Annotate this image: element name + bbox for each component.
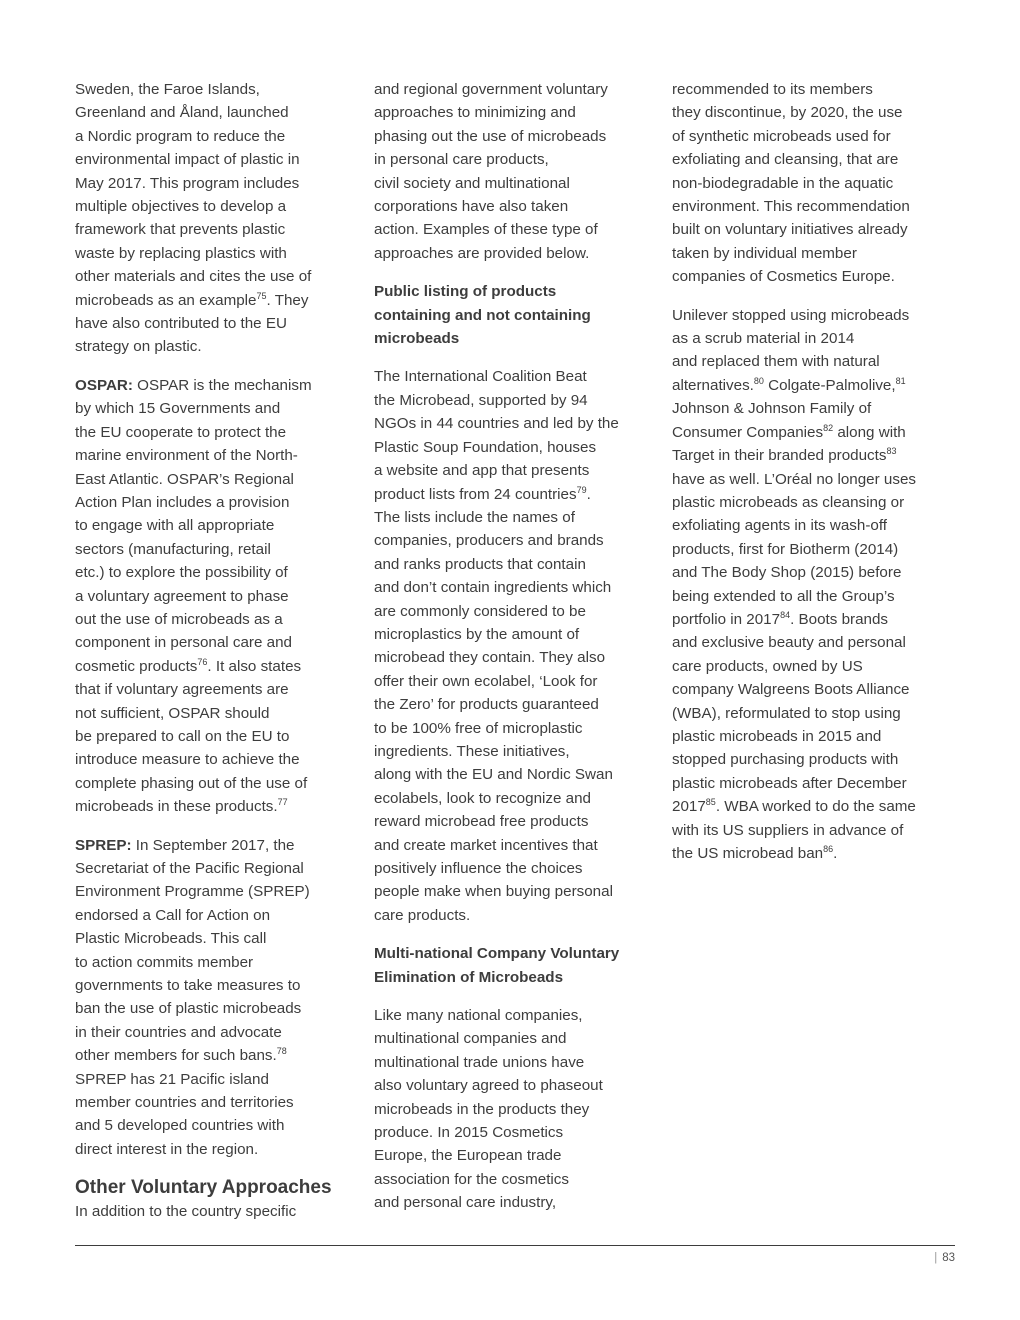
text-run: framework that prevents plastic (75, 221, 286, 239)
text-line (374, 740, 642, 763)
text-run: to be 100% free of microplastic (374, 719, 583, 737)
text-run: May 2017. This program includes (75, 174, 300, 192)
text-line (75, 1044, 343, 1067)
footnote-ref: 83 (886, 446, 897, 457)
text-line (672, 242, 942, 265)
text-line (374, 483, 642, 506)
text-line (672, 748, 942, 771)
text-line (672, 561, 942, 584)
text-line (374, 389, 642, 412)
text-line (672, 725, 942, 748)
text-run: . Boots brands (790, 610, 889, 628)
text-run: being extended to all the Group’s (672, 587, 895, 605)
text-line (75, 538, 343, 561)
footer-divider (75, 1245, 955, 1246)
text-run: complete phasing out of the use of (75, 774, 308, 792)
text-run: NGOs in 44 countries and led by the (374, 415, 619, 433)
text-run: multinational companies and (374, 1030, 567, 1048)
text-line (374, 1074, 642, 1097)
text-run: other materials and cites the use of (75, 268, 312, 286)
footnote-ref: 86 (823, 844, 834, 854)
text-run: association for the cosmetics (374, 1170, 569, 1188)
text-line (75, 242, 343, 265)
text-line (75, 289, 343, 312)
paragraph (75, 1176, 343, 1223)
footer-separator: | (934, 1252, 938, 1264)
text-run: Colgate-Palmolive, (763, 376, 896, 394)
text-line (75, 397, 343, 420)
text-run: ecolabels, look to recognize and (374, 789, 591, 807)
text-run: companies of Cosmetics Europe. (672, 268, 895, 286)
text-run: Environment Programme (SPREP) (75, 883, 310, 901)
text-line (374, 1144, 642, 1167)
text-run: Plastic Microbeads. This call (75, 930, 267, 948)
text-run: care products. (374, 906, 471, 924)
text-line (672, 468, 942, 491)
text-run: company Walgreens Boots Alliance (672, 681, 910, 699)
text-line (75, 78, 343, 101)
text-line (75, 195, 343, 218)
text-line (672, 374, 942, 397)
text-run: other members for such bans. (75, 1047, 277, 1065)
text-line (75, 997, 343, 1020)
footnote-ref: 78 (276, 1046, 287, 1057)
text-line (75, 1138, 343, 1161)
text-line (374, 810, 642, 833)
paragraph (75, 374, 343, 819)
text-line (672, 101, 942, 124)
text-run: care products, owned by US (672, 657, 863, 675)
text-run: waste by replacing plastics with (75, 244, 287, 262)
text-line (374, 506, 642, 529)
text-line (672, 655, 942, 678)
text-run: (WBA), reformulated to stop using (672, 704, 901, 722)
text-line (672, 538, 942, 561)
text-run: Unilever stopped using microbeads (672, 306, 910, 324)
text-run: ingredients. These initiatives, (374, 742, 570, 760)
text-line (374, 1121, 642, 1144)
text-run: to action commits member (75, 953, 254, 971)
text-line (672, 125, 942, 148)
text-line (374, 1051, 642, 1074)
text-line (672, 327, 942, 350)
text-line (75, 421, 343, 444)
text-line (374, 280, 642, 303)
text-run: of synthetic microbeads used for (672, 127, 891, 145)
text-line (75, 265, 343, 288)
text-line (374, 78, 642, 101)
text-run: OSPAR is the mechanism (132, 376, 312, 394)
text-run: have also contributed to the EU (75, 315, 287, 333)
text-line (374, 148, 642, 171)
footnote-ref: 85 (705, 797, 716, 808)
text-column-3 (672, 78, 942, 880)
text-line (374, 880, 642, 903)
text-line (672, 421, 942, 444)
text-line (672, 702, 942, 725)
text-line (75, 561, 343, 584)
text-run: have as well. L’Oréal no longer uses (672, 470, 916, 488)
text-line (672, 304, 942, 327)
text-line (75, 125, 343, 148)
text-line (374, 834, 642, 857)
text-run: people make when buying personal (374, 883, 613, 901)
text-line (75, 974, 343, 997)
text-run: microbeads in these products. (75, 798, 278, 816)
text-line (374, 172, 642, 195)
text-line (374, 125, 642, 148)
text-run: civil society and multinational (374, 174, 570, 192)
run-in-label: SPREP: (75, 836, 132, 854)
text-line (374, 242, 642, 265)
text-run: East Atlantic. OSPAR’s Regional (75, 470, 294, 488)
text-line (672, 265, 942, 288)
text-run: microbead they contain. They also (374, 649, 606, 667)
paragraph (75, 834, 343, 1162)
text-run: . (833, 845, 838, 862)
text-run: along with the EU and Nordic Swan (374, 766, 613, 784)
text-line (374, 576, 642, 599)
text-line (75, 218, 343, 241)
text-line (75, 655, 343, 678)
text-run: strategy on plastic. (75, 338, 202, 356)
text-run: plastic microbeads after December (672, 774, 907, 792)
text-line (75, 1200, 343, 1223)
text-run: Action Plan includes a provision (75, 493, 290, 511)
text-line (75, 1021, 343, 1044)
text-run: The International Coalition Beat (374, 368, 587, 386)
text-run: the US microbead ban (672, 845, 824, 862)
text-run: microbeads as an example (75, 291, 257, 309)
text-run: Greenland and Åland, launched (75, 104, 289, 122)
text-run: and regional government voluntary (374, 81, 608, 98)
text-line (75, 904, 343, 927)
text-run: a Nordic program to reduce the (75, 127, 286, 145)
text-line (374, 195, 642, 218)
text-line (374, 1098, 642, 1121)
page-footer (934, 1252, 955, 1264)
text-line (672, 218, 942, 241)
text-run: reward microbead free products (374, 813, 589, 831)
text-line (75, 172, 343, 195)
text-run: 2017 (672, 798, 706, 816)
text-run: component in personal care and (75, 634, 292, 652)
text-line (75, 374, 343, 397)
text-run: alternatives. (672, 376, 754, 394)
text-line (374, 966, 642, 989)
text-run: non-biodegradable in the aquatic (672, 174, 894, 192)
text-run: The lists include the names of (374, 508, 575, 526)
text-line (672, 514, 942, 537)
text-run: produce. In 2015 Cosmetics (374, 1124, 564, 1142)
text-run: and personal care industry, (374, 1194, 557, 1212)
text-run: ban the use of plastic microbeads (75, 1000, 302, 1018)
text-line (75, 101, 343, 124)
text-run: taken by individual member (672, 244, 857, 262)
text-run: be prepared to call on the EU to (75, 727, 290, 745)
text-run: plastic microbeads in 2015 and (672, 727, 882, 745)
text-line (75, 1114, 343, 1137)
footnote-ref: 84 (780, 609, 791, 620)
text-column-1 (75, 78, 343, 1224)
text-run: Like many national companies, (374, 1007, 583, 1025)
text-line (75, 678, 343, 701)
text-line (672, 195, 942, 218)
text-run: Multi-national Company Voluntary (374, 945, 620, 963)
text-run: microplastics by the amount of (374, 625, 580, 643)
run-in-label: OSPAR: (75, 376, 133, 394)
text-run: and replaced them with natural (672, 353, 880, 371)
text-line (75, 585, 343, 608)
text-line (374, 553, 642, 576)
text-line (75, 468, 343, 491)
text-line (374, 623, 642, 646)
text-line (374, 693, 642, 716)
text-run: member countries and territories (75, 1094, 294, 1112)
text-line (374, 763, 642, 786)
text-run: . (586, 485, 591, 503)
text-line (75, 702, 343, 725)
text-line (75, 444, 343, 467)
text-run: and 5 developed countries with (75, 1117, 285, 1135)
text-run: SPREP has 21 Pacific island (75, 1070, 269, 1088)
text-column-2 (374, 78, 642, 1230)
text-line (672, 795, 942, 818)
text-line (672, 148, 942, 171)
paragraph (672, 78, 942, 289)
footnote-ref: 82 (823, 422, 834, 433)
text-line (75, 148, 343, 171)
footnote-ref: 79 (576, 484, 587, 495)
text-run: . They (266, 291, 309, 309)
text-run: portfolio in 2017 (672, 610, 781, 628)
text-line (672, 78, 942, 101)
text-line (374, 857, 642, 880)
text-line (374, 670, 642, 693)
text-line (75, 880, 343, 903)
text-line (672, 631, 942, 654)
text-line (75, 312, 343, 335)
text-run: to engage with all appropriate (75, 517, 275, 535)
text-line (374, 101, 642, 124)
text-run: with its US suppliers in advance of (672, 821, 904, 839)
text-run: products, first for Biotherm (2014) (672, 540, 899, 558)
text-run: by which 15 Governments and (75, 400, 281, 418)
text-line (672, 772, 942, 795)
text-run: governments to take measures to (75, 977, 301, 995)
text-line (672, 678, 942, 701)
text-run: and exclusive beauty and personal (672, 634, 906, 652)
text-line (75, 1068, 343, 1091)
paragraph (374, 1004, 642, 1215)
text-line (374, 365, 642, 388)
text-line (672, 819, 942, 842)
text-line (374, 904, 642, 927)
text-line (374, 942, 642, 965)
text-run: Plastic Soup Foundation, houses (374, 438, 597, 456)
text-line (672, 608, 942, 631)
text-line (672, 444, 942, 467)
text-run: . It also states (207, 657, 302, 675)
text-run: the EU cooperate to protect the (75, 423, 287, 441)
footnote-ref: 75 (256, 290, 267, 301)
text-run: microbeads (374, 330, 460, 348)
text-run: not sufficient, OSPAR should (75, 704, 270, 722)
text-run: Target in their branded products (672, 447, 887, 465)
text-line (672, 842, 942, 865)
text-run: are commonly considered to be (374, 602, 586, 620)
text-run: plastic microbeads as cleansing or (672, 493, 905, 511)
paragraph (75, 78, 343, 359)
text-run: offer their own ecolabel, ‘Look for (374, 672, 598, 690)
text-run: they discontinue, by 2020, the use (672, 104, 903, 122)
text-line (672, 172, 942, 195)
text-run: sectors (manufacturing, retail (75, 540, 271, 558)
text-run: stopped purchasing products with (672, 751, 899, 769)
text-run: . WBA worked to do the same (715, 798, 916, 816)
text-line (374, 436, 642, 459)
text-run: positively influence the choices (374, 860, 583, 877)
text-run: also voluntary agreed to phaseout (374, 1077, 603, 1095)
text-run: that if voluntary agreements are (75, 681, 289, 699)
paragraph (374, 365, 642, 927)
text-run: multinational trade unions have (374, 1053, 585, 1071)
text-run: containing and not containing (374, 306, 591, 324)
text-run: and create market incentives that (374, 836, 598, 854)
text-line (672, 491, 942, 514)
text-line (75, 795, 343, 818)
text-run: phasing out the use of microbeads (374, 127, 607, 145)
text-line (75, 1091, 343, 1114)
text-run: companies, producers and brands (374, 532, 604, 550)
text-line (374, 459, 642, 482)
text-run: in personal care products, (374, 151, 549, 169)
text-line (374, 1168, 642, 1191)
subheading (374, 280, 642, 350)
text-run: Public listing of products (374, 283, 557, 301)
text-run: In September 2017, the (131, 836, 295, 854)
text-run: Europe, the European trade (374, 1147, 562, 1165)
text-run: built on voluntary initiatives already (672, 221, 908, 239)
text-run: environment. This recommendation (672, 198, 910, 216)
text-line (75, 608, 343, 631)
text-line (75, 725, 343, 748)
text-run: a website and app that presents (374, 462, 590, 480)
text-run: and ranks products that contain (374, 555, 586, 573)
text-run: out the use of microbeads as a (75, 610, 283, 628)
footnote-ref: 76 (197, 656, 208, 667)
text-run: in their countries and advocate (75, 1023, 282, 1041)
text-line (374, 1027, 642, 1050)
section-heading: Other Voluntary Approaches (75, 1177, 332, 1199)
text-run: Secretariat of the Pacific Regional (75, 860, 304, 877)
text-run: environmental impact of plastic in (75, 151, 300, 169)
subheading (374, 942, 642, 989)
text-run: microbeads in the products they (374, 1100, 590, 1118)
text-line (75, 514, 343, 537)
text-run: marine environment of the North- (75, 447, 298, 465)
text-line (75, 927, 343, 950)
footnote-ref: 80 (753, 375, 764, 386)
text-run: action. Examples of these type of (374, 221, 598, 239)
text-run: etc.) to explore the possibility of (75, 564, 288, 582)
text-line (374, 717, 642, 740)
text-line (374, 304, 642, 327)
text-run: Johnson & Johnson Family of (672, 400, 872, 418)
text-run: a voluntary agreement to phase (75, 587, 289, 605)
text-run: Elimination of Microbeads (374, 968, 564, 986)
text-run: product lists from 24 countries (374, 485, 577, 503)
text-line (672, 585, 942, 608)
text-run: recommended to its members (672, 81, 873, 98)
text-line (374, 1004, 642, 1027)
text-run: the Microbead, supported by 94 (374, 391, 588, 409)
text-line (374, 327, 642, 350)
text-line (374, 787, 642, 810)
text-line (374, 529, 642, 552)
text-line (374, 218, 642, 241)
text-line (374, 412, 642, 435)
text-line (672, 350, 942, 373)
text-line (374, 1191, 642, 1214)
text-line (75, 748, 343, 771)
text-line (75, 772, 343, 795)
text-run: as a scrub material in 2014 (672, 330, 855, 348)
text-run: In addition to the country specific (75, 1203, 297, 1221)
footnote-ref: 81 (895, 375, 906, 386)
text-line (374, 600, 642, 623)
text-line (75, 335, 343, 358)
text-run: cosmetic products (75, 657, 198, 675)
text-run: endorsed a Call for Action on (75, 906, 271, 924)
page-number: 83 (942, 1252, 955, 1264)
text-run: direct interest in the region. (75, 1140, 259, 1158)
text-run: Sweden, the Faroe Islands, (75, 81, 260, 98)
text-run: approaches are provided below. (374, 244, 590, 262)
text-line (75, 491, 343, 514)
text-line (75, 857, 343, 880)
text-run: exfoliating and cleansing, that are (672, 151, 899, 169)
text-line (75, 834, 343, 857)
text-run: approaches to minimizing and (374, 104, 576, 122)
text-line (75, 631, 343, 654)
paragraph (374, 78, 642, 265)
text-line (672, 397, 942, 420)
text-run: along with (833, 423, 906, 441)
text-run: exfoliating agents in its wash-off (672, 517, 887, 535)
text-run: corporations have also taken (374, 198, 569, 216)
text-run: multiple objectives to develop a (75, 198, 287, 216)
footnote-ref: 77 (277, 797, 288, 808)
text-line (75, 951, 343, 974)
text-run: and The Body Shop (2015) before (672, 564, 902, 582)
text-run: introduce measure to achieve the (75, 751, 300, 769)
text-run: the Zero’ for products guaranteed (374, 696, 599, 714)
paragraph (672, 304, 942, 866)
text-run: Consumer Companies (672, 423, 824, 441)
text-run: and don’t contain ingredients which (374, 579, 612, 597)
text-line (374, 646, 642, 669)
